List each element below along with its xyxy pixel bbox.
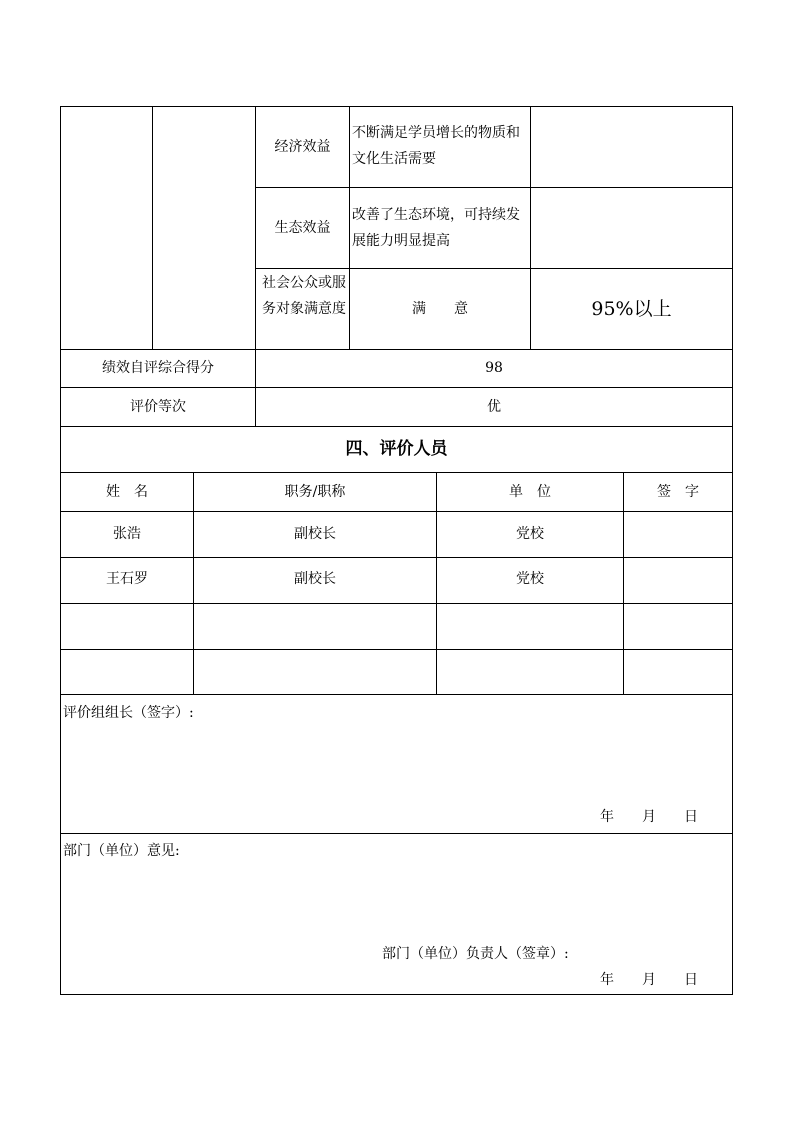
rule-ecological-bottom <box>255 268 733 269</box>
rule-right <box>732 106 733 995</box>
people-row-2-unit: 党校 <box>516 571 544 587</box>
rule-top <box>60 106 733 107</box>
people-header-title: 职务/职称 <box>284 484 346 500</box>
people-header-name: 姓 名 <box>106 484 148 500</box>
people-header-signature: 签 字 <box>657 484 699 500</box>
rule-leader-bottom <box>60 833 733 834</box>
score-value: 98 <box>485 360 503 376</box>
rule-section-bottom <box>60 472 733 473</box>
people-row-1-name: 张浩 <box>113 526 141 542</box>
rule-row4-bottom <box>60 694 733 695</box>
department-date: 年 月 日 <box>600 972 698 988</box>
people-row-2-title: 副校长 <box>294 571 336 587</box>
rule-economic-bottom <box>255 187 733 188</box>
satisfaction-label: 社会公众或服务对象满意度 <box>262 275 346 317</box>
rule-upper-bottom <box>60 349 733 350</box>
rule-col-a <box>152 106 153 349</box>
department-opinion-label: 部门（单位）意见: <box>63 843 180 859</box>
rule-row1-bottom <box>60 557 733 558</box>
people-row-2-name: 王石罗 <box>106 571 148 587</box>
people-row-1-title: 副校长 <box>294 526 336 542</box>
score-label: 绩效自评综合得分 <box>102 360 214 376</box>
satisfaction-desc: 满 意 <box>412 301 468 317</box>
people-row-1-unit: 党校 <box>516 526 544 542</box>
rule-header-bottom <box>60 511 733 512</box>
people-header-unit: 单 位 <box>509 484 551 500</box>
economic-benefit-desc: 不断满足学员增长的物质和文化生活需要 <box>352 125 520 167</box>
economic-benefit-label: 经济效益 <box>274 139 331 155</box>
ecological-benefit-label: 生态效益 <box>274 220 331 236</box>
rule-people-col-3 <box>623 472 624 694</box>
rule-left <box>60 106 61 995</box>
rule-row3-bottom <box>60 649 733 650</box>
grade-value: 优 <box>487 399 501 415</box>
rule-bottom <box>60 994 733 995</box>
rule-grade-bottom <box>60 426 733 427</box>
section-title: 四、评价人员 <box>345 439 448 459</box>
ecological-benefit-desc: 改善了生态环境，可持续发展能力明显提高 <box>352 207 520 249</box>
satisfaction-value: 95%以上 <box>591 298 672 320</box>
leader-signature-label: 评价组组长（签字）: <box>63 705 194 721</box>
rule-score-bottom <box>60 387 733 388</box>
department-head-signature: 部门（单位）负责人（签章）: <box>382 946 569 962</box>
leader-signature-date: 年 月 日 <box>600 809 698 825</box>
grade-label: 评价等次 <box>130 399 186 415</box>
rule-row2-bottom <box>60 603 733 604</box>
